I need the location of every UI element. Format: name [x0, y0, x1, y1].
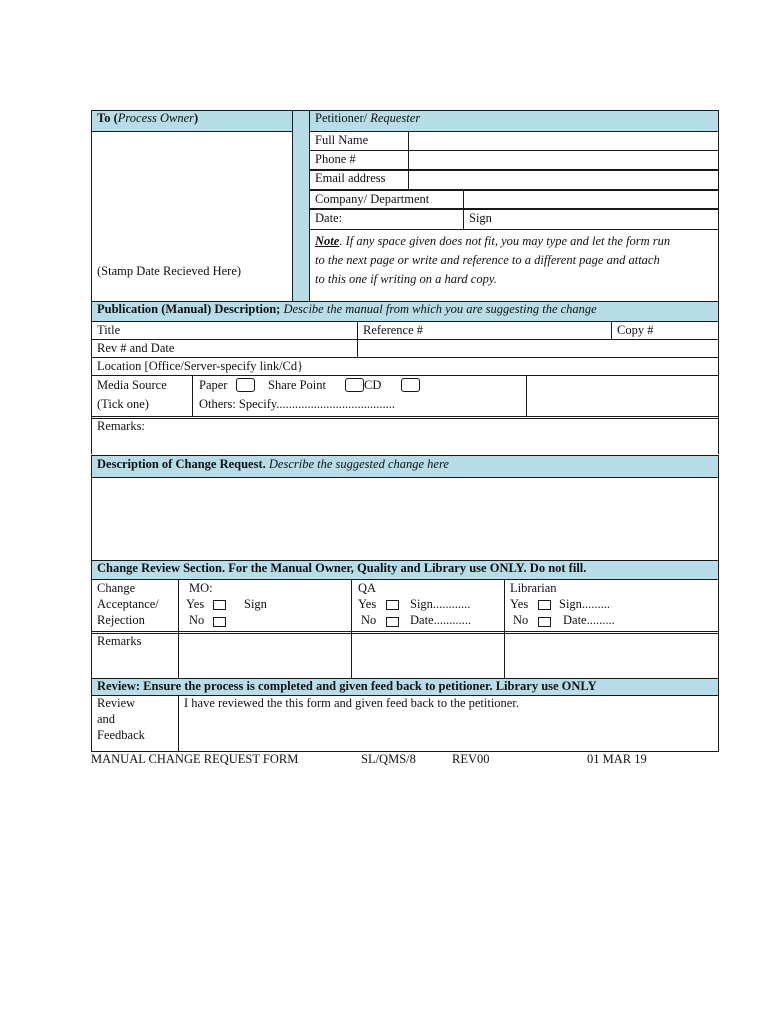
change-label-line-3: Rejection [97, 613, 145, 627]
copy-label: Copy # [617, 323, 654, 337]
qa-no-label: No [361, 613, 377, 627]
change-label-line-1: Change [97, 581, 136, 595]
review-label-line-2: and [97, 712, 116, 726]
to-label: To (Process Owner) [97, 111, 199, 125]
mo-yes-checkbox[interactable] [213, 600, 226, 610]
qa-label: QA [358, 581, 377, 595]
lib-sign-label: Sign......... [559, 597, 611, 611]
lib-no-label: No [513, 613, 529, 627]
stamp-date-text: (Stamp Date Recieved Here) [97, 264, 242, 278]
change-review-header: Change Review Section. For the Manual Owner, Quality and Library use ONLY. Do not fill. [97, 561, 587, 575]
qa-remarks-field[interactable] [352, 634, 504, 678]
remarks-field[interactable] [92, 419, 717, 454]
lib-no-checkbox[interactable] [538, 617, 551, 627]
rev-date-label: Rev # and Date [97, 341, 175, 355]
librarian-label: Librarian [510, 581, 557, 595]
mo-no-checkbox[interactable] [213, 617, 226, 627]
note-label: Note [315, 234, 340, 248]
qa-yes-checkbox[interactable] [386, 600, 399, 610]
footer-rev: REV00 [452, 752, 490, 766]
phone-field[interactable] [409, 151, 718, 169]
footer-form-name: MANUAL CHANGE REQUEST FORM [91, 752, 299, 766]
tick-one-label: (Tick one) [97, 397, 149, 411]
company-field[interactable] [464, 191, 718, 208]
mo-yes-label: Yes [186, 597, 205, 611]
lib-remarks-field[interactable] [505, 634, 718, 678]
paper-label: Paper [199, 378, 228, 392]
publication-header: Publication (Manual) Description; Descibe the manual from which you are suggesting the change [97, 302, 597, 316]
email-label: Email address [315, 171, 386, 185]
date-label: Date: [315, 211, 343, 225]
mo-remarks-field[interactable] [179, 634, 351, 678]
remarks-label: Remarks: [97, 419, 145, 433]
qa-no-checkbox[interactable] [386, 617, 399, 627]
lib-date-label: Date......... [563, 613, 615, 627]
change-label-line-2: Acceptance/ [97, 597, 159, 611]
location-label: Location [Office/Server-specify link/Cd} [97, 359, 304, 373]
review-remarks-label: Remarks [97, 634, 142, 648]
qa-date-label: Date............ [410, 613, 472, 627]
footer-code: SL/QMS/8 [361, 752, 416, 766]
mo-no-label: No [189, 613, 205, 627]
middle-strip-bg [292, 110, 309, 301]
paper-checkbox[interactable] [236, 378, 255, 392]
qa-yes-label: Yes [358, 597, 377, 611]
full-name-label: Full Name [315, 133, 369, 147]
qa-sign-label: Sign............ [410, 597, 471, 611]
share-point-checkbox[interactable] [345, 378, 364, 392]
description-header: Description of Change Request. Describe the suggested change here [97, 457, 449, 471]
review-label-line-3: Feedback [97, 728, 145, 742]
title-label: Title [97, 323, 121, 337]
footer-date: 01 MAR 19 [587, 752, 647, 766]
phone-label: Phone # [315, 152, 356, 166]
change-description-field[interactable] [92, 478, 717, 560]
email-field[interactable] [409, 171, 718, 189]
review-feedback-header: Review: Ensure the process is completed and given feed back to petitioner. Library use ONLY [97, 679, 597, 693]
reference-label: Reference # [363, 323, 424, 337]
company-label: Company/ Department [315, 192, 430, 206]
media-source-label: Media Source [97, 378, 167, 392]
sign-label: Sign [469, 211, 492, 225]
others-specify-label: Others: Specify...................................... [199, 397, 396, 411]
review-label-line-1: Review [97, 696, 136, 710]
cd-checkbox[interactable] [401, 378, 420, 392]
cd-label: CD [364, 378, 382, 392]
review-statement: I have reviewed the this form and given feed back to the petitioner. [184, 696, 519, 710]
mo-label: MO: [189, 581, 213, 595]
share-point-label: Share Point [268, 378, 326, 392]
full-name-field[interactable] [409, 131, 718, 150]
lib-yes-label: Yes [510, 597, 529, 611]
petitioner-label: Petitioner/ Requester [315, 111, 421, 125]
lib-yes-checkbox[interactable] [538, 600, 551, 610]
mo-sign-label: Sign [244, 597, 267, 611]
